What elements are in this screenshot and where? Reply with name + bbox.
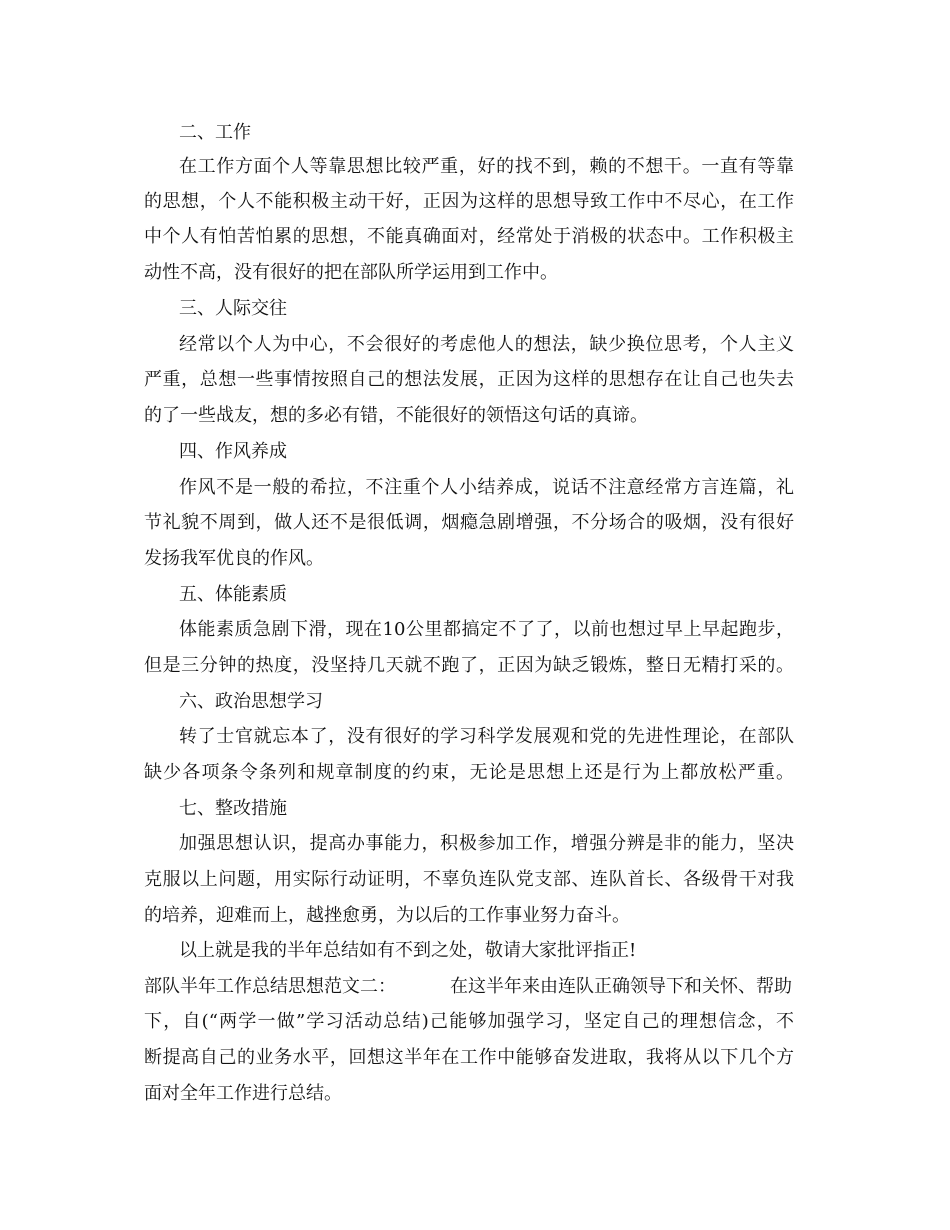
paragraph-line: 的了一些战友，想的多必有错，不能很好的领悟这句话的真谛。: [144, 405, 648, 426]
section-heading-work: 二、工作: [179, 122, 251, 143]
closing-line: 以上就是我的半年总结如有不到之处，敬请大家批评指正!: [179, 940, 637, 961]
section-heading-style: 四、作风养成: [179, 441, 287, 462]
paragraph-line: 加强思想认识，提高办事能力，积极参加工作，增强分辨是非的能力，坚决: [179, 833, 794, 854]
paragraph-line: 节礼貌不周到，做人还不是很低调，烟瘾急剧增强，不分场合的吸烟，没有很好: [144, 512, 794, 533]
section-heading-relations: 三、人际交往: [179, 298, 287, 319]
paragraph-line: 发扬我军优良的作风。: [144, 548, 324, 569]
section-heading-politics: 六、政治思想学习: [179, 691, 323, 712]
paragraph-line: 但是三分钟的热度，没坚持几天就不跑了，正因为缺乏锻炼，整日无精打采的。: [144, 655, 794, 676]
paragraph-line: 严重，总想一些事情按照自己的想法发展，正因为这样的思想存在让自己也失去: [144, 369, 794, 390]
paragraph-line: 克服以上问题，用实际行动证明，不辜负连队党支部、连队首长、各级骨干对我: [144, 869, 794, 890]
paragraph-line: 动性不高，没有很好的把在部队所学运用到工作中。: [144, 262, 558, 283]
sample-two-line: [144, 975, 792, 999]
section-heading-fitness: 五、体能素质: [179, 584, 287, 605]
paragraph-line: 缺少各项条令条列和规章制度的约束，无论是思想上还是行为上都放松严重。: [144, 762, 794, 783]
paragraph-line: 的思想，个人不能积极主动干好，正因为这样的思想导致工作中不尽心，在工作: [144, 191, 794, 212]
paragraph-line: 经常以个人为中心，不会很好的考虑他人的想法，缺少换位思考，个人主义: [179, 334, 794, 355]
sample-two-title: 部队半年工作总结思想范文二：: [144, 976, 396, 997]
paragraph-line: 在工作方面个人等靠思想比较严重，好的找不到，赖的不想干。一直有等靠: [179, 156, 794, 177]
paragraph-line: 断提高自己的业务水平，回想这半年在工作中能够奋发进取，我将从以下几个方: [144, 1047, 794, 1068]
paragraph-line: 中个人有怕苦怕累的思想，不能真确面对，经常处于消极的状态中。工作积极主: [144, 226, 794, 247]
paragraph-line: 体能素质急剧下滑，现在10公里都搞定不了了，以前也想过早上早起跑步，: [179, 619, 794, 640]
paragraph-line: 的培养，迎难而上，越挫愈勇，为以后的工作事业努力奋斗。: [144, 905, 630, 926]
paragraph-line: 转了士官就忘本了，没有很好的学习科学发展观和党的先进性理论，在部队: [179, 726, 794, 747]
paragraph-line: 下，自(“两学一做”学习活动总结)己能够加强学习，坚定自己的理想信念，不: [144, 1011, 794, 1032]
sample-two-intro: 在这半年来由连队正确领导下和关怀、帮助: [450, 976, 792, 997]
paragraph-line: 面对全年工作进行总结。: [144, 1083, 342, 1104]
section-heading-measures: 七、整改措施: [179, 798, 287, 819]
paragraph-line: 作风不是一般的希拉，不注重个人小结养成，说话不注意经常方言连篇，礼: [179, 477, 794, 498]
